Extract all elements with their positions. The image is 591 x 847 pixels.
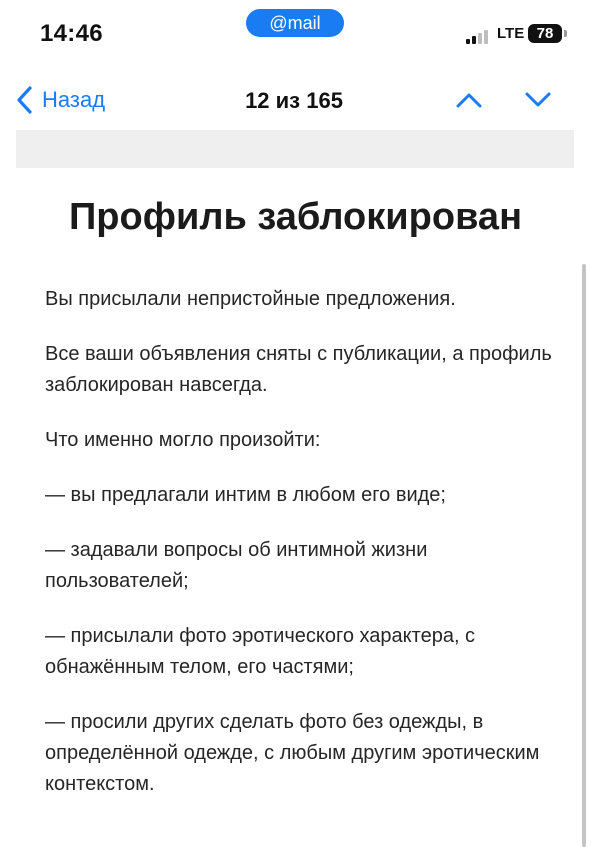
email-paragraph: — просили других сделать фото без одежды, в определённой одежде, с любым другим эротическим контекстом.	[45, 711, 540, 795]
email-title: Профиль заблокирован	[68, 196, 523, 238]
scrollbar[interactable]	[582, 264, 586, 847]
battery-icon: 78	[528, 24, 562, 43]
back-button[interactable]	[16, 84, 105, 116]
chevron-down-icon	[524, 91, 552, 109]
network-type: LTE	[497, 25, 525, 42]
email-body	[45, 284, 570, 824]
back-label: Назад	[42, 87, 106, 112]
email-paragraph: Вы присылали непристойные предложения.	[45, 288, 456, 310]
status-time: 14:46	[40, 20, 103, 47]
battery-tip	[564, 30, 567, 37]
email-paragraph: — вы предлагали интим в любом его виде;	[45, 484, 446, 506]
email-paragraph: Что именно могло произойти:	[45, 429, 321, 451]
message-counter: 12 из 165	[245, 88, 343, 113]
next-message-button[interactable]	[522, 84, 554, 116]
navigation-bar	[0, 70, 591, 130]
email-paragraph: — задавали вопросы об интимной жизни пользователей;	[45, 539, 428, 592]
chevron-up-icon	[455, 91, 483, 109]
email-paragraph: Все ваши объявления сняты с публикации, а профиль заблокирован навсегда.	[45, 343, 552, 396]
chevron-left-icon	[16, 85, 34, 115]
email-header-band	[16, 130, 574, 168]
mail-app-badge[interactable]: @mail	[246, 9, 344, 37]
email-paragraph: — присылали фото эротического характера, с обнажённым телом, его частями;	[45, 625, 476, 678]
signal-strength-icon	[466, 30, 492, 44]
status-bar	[0, 0, 591, 62]
previous-message-button[interactable]	[453, 84, 485, 116]
